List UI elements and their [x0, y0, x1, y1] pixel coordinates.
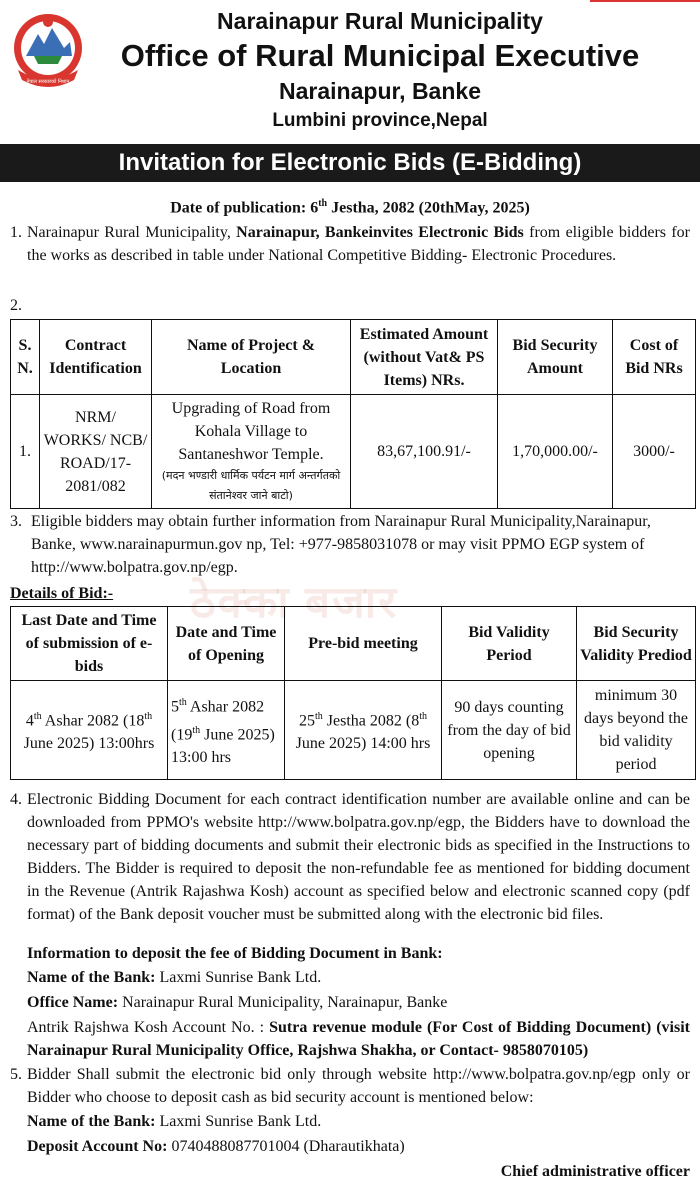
- table-header: Bid Security Validity Prediod: [577, 607, 696, 681]
- table-header: S. N.: [11, 320, 40, 395]
- deposit-account: Deposit Account No: 0740488087701004 (Dharautikhata): [27, 1138, 405, 1155]
- municipality-name: Narainapur Rural Municipality: [217, 8, 543, 34]
- table-row: 1. NRM/ WORKS/ NCB/ ROAD/17-2081/082 Upgrading of Road from Kohala Village to Santaneshwor Temple. (मदन भण्डारी धार्मिक पर्यटन मार्ग अन्तर्गतको संतानेश्वर जाने बाटो) 83,67,100.91/- 1,70,000.00/- 3000/-: [11, 395, 696, 509]
- letterhead: [0, 0, 700, 142]
- watermark: ठेक्का बजार: [190, 578, 399, 627]
- paragraph-1: 1. Narainapur Rural Municipality, Narainapur, Bankeinvites Electronic Bids from eligible bidders for the works as described in table under National Competitive Bidding- Electronic Procedures.: [10, 224, 690, 264]
- notice-title: Invitation for Electronic Bids (E-Bidding): [0, 144, 700, 182]
- table-header: Date and Time of Opening: [168, 607, 285, 681]
- province: Lumbini province,Nepal: [272, 110, 488, 131]
- paragraph-2: 2.: [10, 297, 22, 314]
- signature: Chief administrative officer: [500, 1163, 690, 1180]
- details-heading: Details of Bid:-: [10, 585, 114, 602]
- table-header: Pre-bid meeting: [285, 607, 442, 681]
- table-header: Cost of Bid NRs: [613, 320, 696, 395]
- table-row: 4th Ashar 2082 (18th June 2025) 13:00hrs 5th Ashar 2082 (19th June 2025) 13:00 hrs 25th Jestha 2082 (8th June 2025) 14:00 hrs 90 days counting from the day of bid opening minimum 30 days beyond the bid validity period: [11, 681, 696, 780]
- fee-account: Antrik Rajshwa Kosh Account No. : Sutra revenue module (For Cost of Bidding Document) (visit Narainapur Rural Municipality Office, Rajshwa Shakha, or Contact- 9858070105): [27, 1019, 691, 1059]
- fee-bank-name: Name of the Bank: Laxmi Sunrise Bank Ltd.: [27, 969, 322, 986]
- table-header: Contract Identification: [40, 320, 152, 395]
- paragraph-4: 4. Electronic Bidding Document for each contract identification number are available online and can be downloaded from PPMO's website http://www.bolpatra.gov.np/egp, the Bidders have to download the necessary part of bidding documents and submit their electronic bids as specified in the Instructions to Bidders. The Bidder is required to deposit the non-refundable fee as mentioned for bidding document in the Revenue (Antrik Rajashwa Kosh) account as specified below and electronic scanned copy (pdf format) of the Bank deposit voucher must be submitted along with the electronic bid files.: [10, 791, 690, 923]
- office-name: Office of Rural Municipal Executive: [120, 38, 640, 73]
- deposit-bank-name: Name of the Bank: Laxmi Sunrise Bank Ltd.: [27, 1113, 322, 1130]
- fee-info-heading: Information to deposit the fee of Bidding Document in Bank:: [27, 945, 443, 962]
- svg-text:नेपाल सरकारको निशान: नेपाल सरकारको निशान: [26, 79, 70, 85]
- contract-table: [10, 319, 696, 509]
- table-header: Bid Validity Period: [442, 607, 577, 681]
- bid-details-table: [10, 606, 696, 780]
- table-header: Bid Security Amount: [498, 320, 613, 395]
- paragraph-3: 3. Eligible bidders may obtain further information from Narainapur Rural Municipality,Narainapur, Banke, www.narainapurmun.gov np, Tel: +977-9858031078 or may visit PPMO EGP system of http://www.bolpatra.gov.np/egp.: [10, 513, 651, 576]
- location: Narainapur, Banke: [279, 78, 481, 104]
- table-header: Last Date and Time of submission of e-bids: [11, 607, 168, 681]
- publication-date: Date of publication: 6th Jestha, 2082 (20thMay, 2025): [170, 198, 530, 217]
- fee-office-name: Office Name: Narainapur Rural Municipality, Narainapur, Banke: [27, 994, 448, 1011]
- table-header: Estimated Amount (without Vat& PS Items) NRs.: [351, 320, 498, 395]
- table-header: Name of Project & Location: [152, 320, 351, 395]
- paragraph-5: 5. Bidder Shall submit the electronic bid only through website http://www.bolpatra.gov.np/egp only or Bidder who choose to deposit cash as bid security account is mentioned below:: [10, 1066, 690, 1106]
